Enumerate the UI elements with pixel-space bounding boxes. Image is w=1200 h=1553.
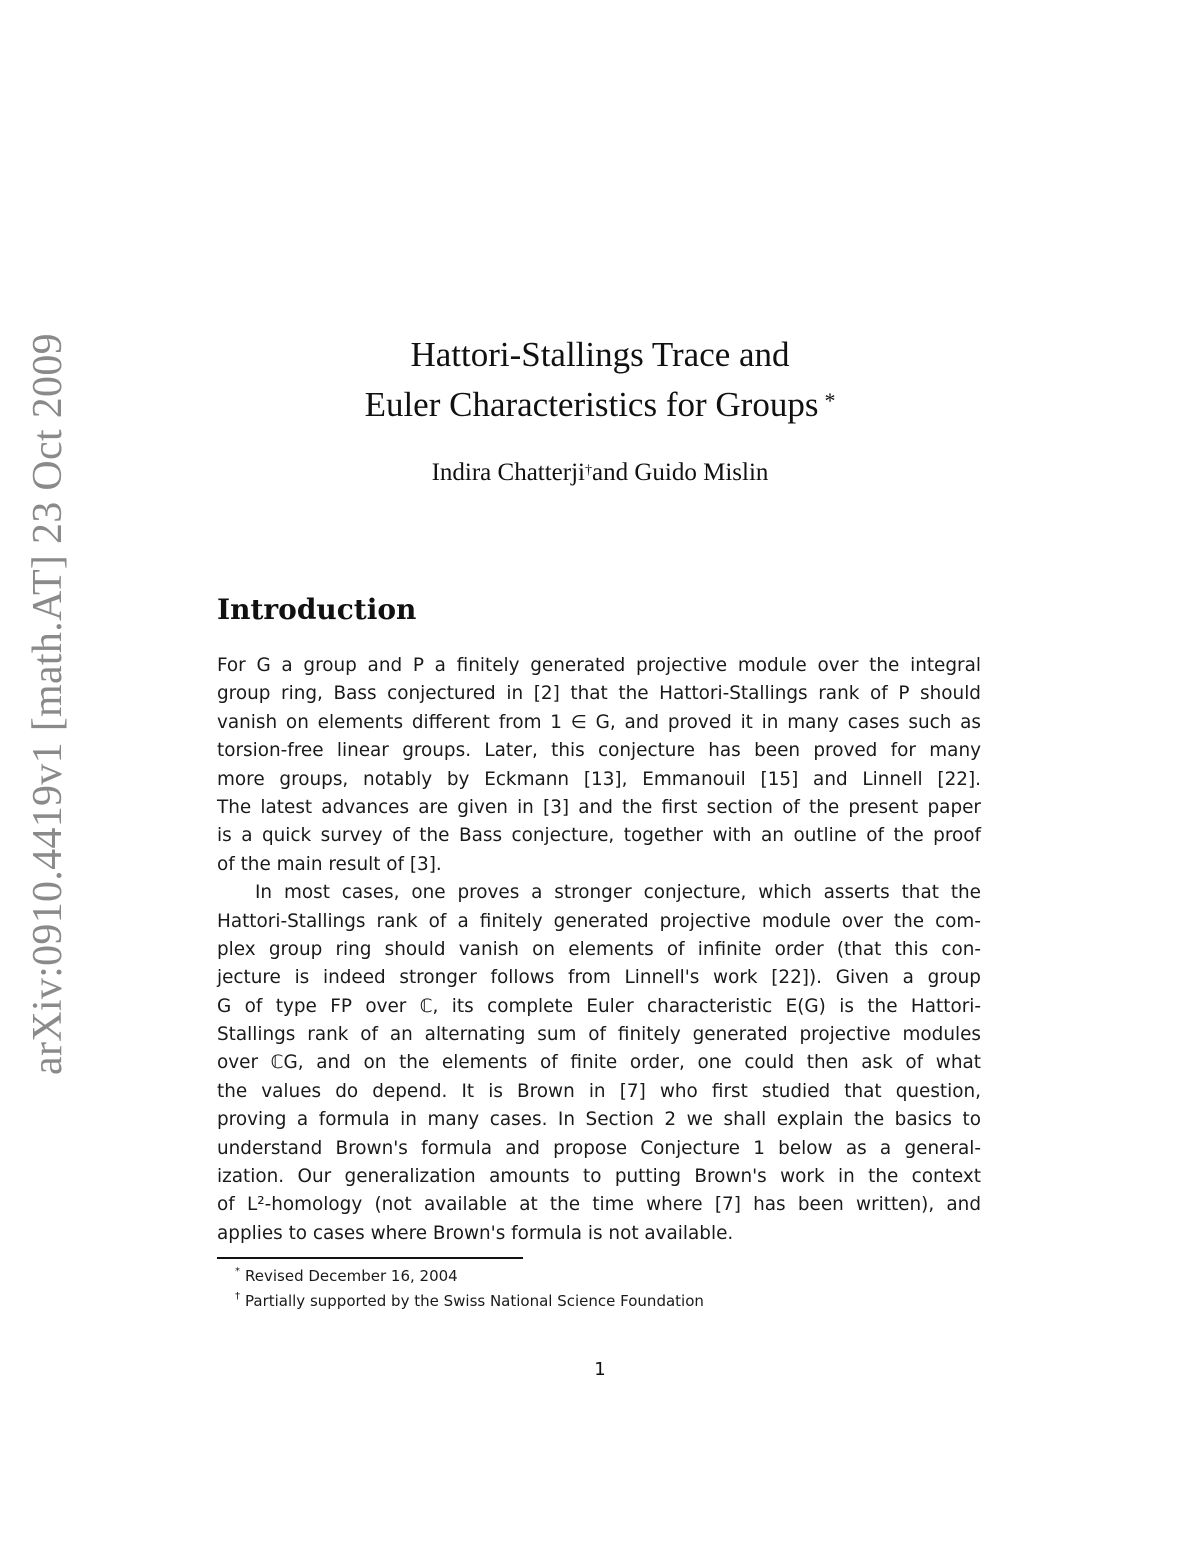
title-footnote-marker: * [824,388,836,413]
footnote-text: Revised December 16, 2004 [245,1267,458,1285]
paragraph-2 [217,879,981,1248]
footnote-marker: * [235,1266,240,1277]
paragraph-line: is a quick survey of the Bass conjecture, together with an outline of the proof [217,825,981,847]
footnotes [235,1264,704,1314]
paragraph-line: jecture is indeed stronger follows from Linnell's work [22]). Given a group [217,967,981,989]
body-text [217,652,981,1248]
paragraph-line: G of type FP over ℂ, its complete Euler characteristic E(G) is the Hattori- [217,995,981,1017]
paragraph-line: plex group ring should vanish on elements of infinite order (that this con- [217,938,981,960]
paragraph-line: of L²-homology (not available at the time where [7] has been written), and [217,1194,981,1216]
paragraph-line: vanish on elements different from 1 ∈ G, and proved it in many cases such as [217,711,981,733]
paragraph-line: applies to cases where Brown's formula is not available. [217,1222,734,1244]
footnote-text: Partially supported by the Swiss National Science Foundation [245,1292,704,1310]
title-line-2-text: Euler Characteristics for Groups [364,385,819,424]
title-line-2 [200,380,1000,430]
paragraph-line: Hattori-Stallings rank of a finitely generated projective module over the com- [217,910,981,932]
paragraph-line: torsion-free linear groups. Later, this conjecture has been proved for many [217,740,981,762]
paragraph-1 [217,652,981,879]
author-footnote-marker: † [585,463,592,478]
page-number: 1 [594,1359,606,1380]
title-line-1: Hattori-Stallings Trace and [410,335,790,374]
paragraph-line: understand Brown's formula and propose Conjecture 1 below as a general- [217,1137,981,1159]
footnote-divider [217,1257,523,1259]
paragraph-line: For G a group and P a finitely generated projective module over the integral [217,655,981,676]
footnote-funding [235,1289,704,1314]
paragraph-line: over ℂG, and on the elements of finite order, one could then ask of what [217,1052,981,1074]
section-heading: Introduction [217,593,417,626]
paragraph-line: ization. Our generalization amounts to putting Brown's work in the context [217,1166,981,1188]
paragraph-line: of the main result of [3]. [217,853,442,875]
author-rest: and Guido Mislin [592,459,769,486]
paragraph-line: proving a formula in many cases. In Section 2 we shall explain the basics to [217,1109,981,1131]
paper-title [200,330,1000,430]
arxiv-identifier-stamp: arXiv:0910.4419v1 [math.AT] 23 Oct 2009 [25,333,71,1075]
paragraph-line: group ring, Bass conjectured in [2] that the Hattori-Stallings rank of P should [217,683,981,705]
paragraph-line: the values do depend. It is Brown in [7] who first studied that question, [217,1080,981,1102]
paragraph-line: In most cases, one proves a stronger conjecture, which asserts that the [255,882,981,904]
footnote-marker: † [235,1291,240,1302]
author-list [200,455,1000,491]
paragraph-line: Stallings rank of an alternating sum of finitely generated projective modules [217,1024,981,1046]
author-first: Indira Chatterji [431,459,585,486]
paragraph-line: The latest advances are given in [3] and the first section of the present paper [217,796,981,818]
paragraph-line: more groups, notably by Eckmann [13], Emmanouil [15] and Linnell [22]. [217,768,981,790]
footnote-revised [235,1264,704,1289]
